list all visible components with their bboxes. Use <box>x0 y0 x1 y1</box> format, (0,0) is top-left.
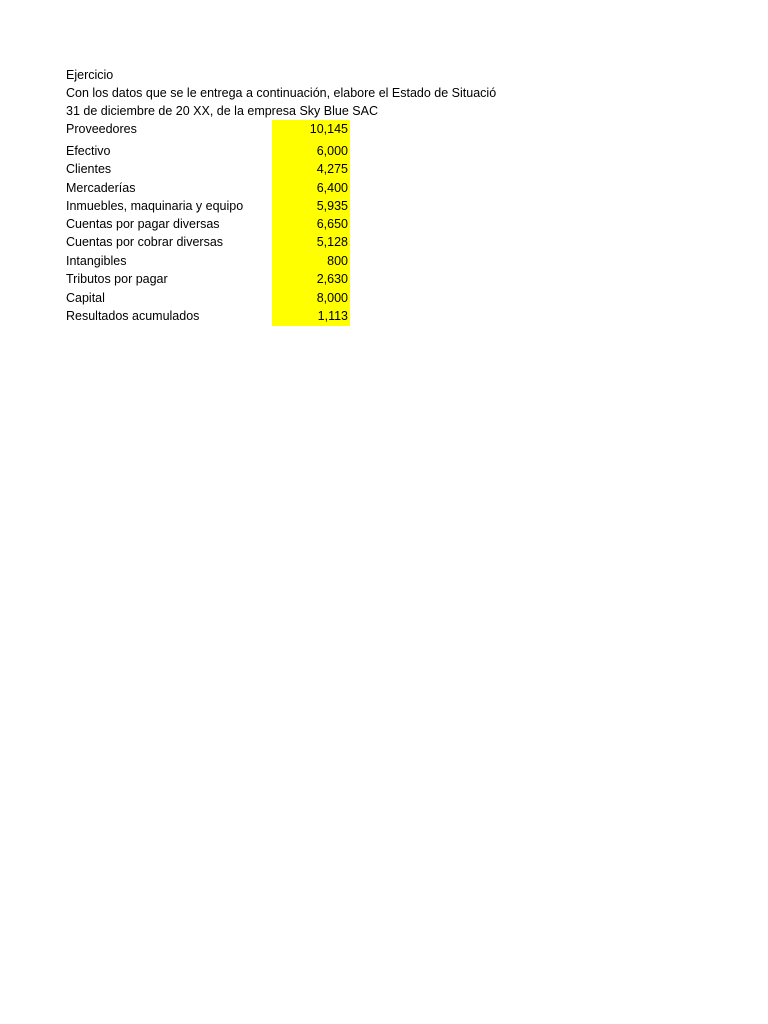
exercise-title: Ejercicio <box>66 68 114 82</box>
data-row-clientes <box>66 160 350 178</box>
row-value: 4,275 <box>316 162 348 176</box>
row-value: 6,650 <box>316 217 348 231</box>
row-value: 8,000 <box>316 291 348 305</box>
row-label: Clientes <box>66 162 112 176</box>
exercise-instruction: Con los datos que se le entrega a continuación, elabore el Estado de Situació <box>66 86 497 100</box>
row-label: Capital <box>66 291 105 305</box>
row-label: Inmuebles, maquinaria y equipo <box>66 199 244 213</box>
data-row-mercaderias <box>66 179 350 197</box>
data-row-inmuebles <box>66 197 350 215</box>
data-row-cuentas-por-cobrar <box>66 233 350 251</box>
row-value: 1,113 <box>317 309 348 323</box>
row-value: 6,000 <box>316 144 348 158</box>
data-row-proveedores <box>66 120 350 138</box>
data-row-cuentas-por-pagar <box>66 215 350 233</box>
row-value: 10,145 <box>309 122 348 136</box>
row-label: Proveedores <box>66 122 137 136</box>
row-label: Mercaderías <box>66 181 136 195</box>
data-row-efectivo <box>66 142 350 160</box>
row-label: Cuentas por cobrar diversas <box>66 235 224 249</box>
row-value: 6,400 <box>316 181 348 195</box>
data-row-capital <box>66 289 350 307</box>
data-row-resultados <box>66 307 350 325</box>
row-label: Cuentas por pagar diversas <box>66 217 220 231</box>
row-label: Efectivo <box>66 144 111 158</box>
data-row-intangibles <box>66 252 350 270</box>
row-label: Resultados acumulados <box>66 309 200 323</box>
row-value: 800 <box>327 254 348 268</box>
row-value: 2,630 <box>316 272 348 286</box>
row-value: 5,128 <box>316 235 348 249</box>
row-label: Tributos por pagar <box>66 272 168 286</box>
row-label: Intangibles <box>66 254 127 268</box>
data-row-tributos <box>66 270 350 288</box>
row-value: 5,935 <box>316 199 348 213</box>
exercise-date-company: 31 de diciembre de 20 XX, de la empresa Sky Blue SAC <box>66 104 378 118</box>
